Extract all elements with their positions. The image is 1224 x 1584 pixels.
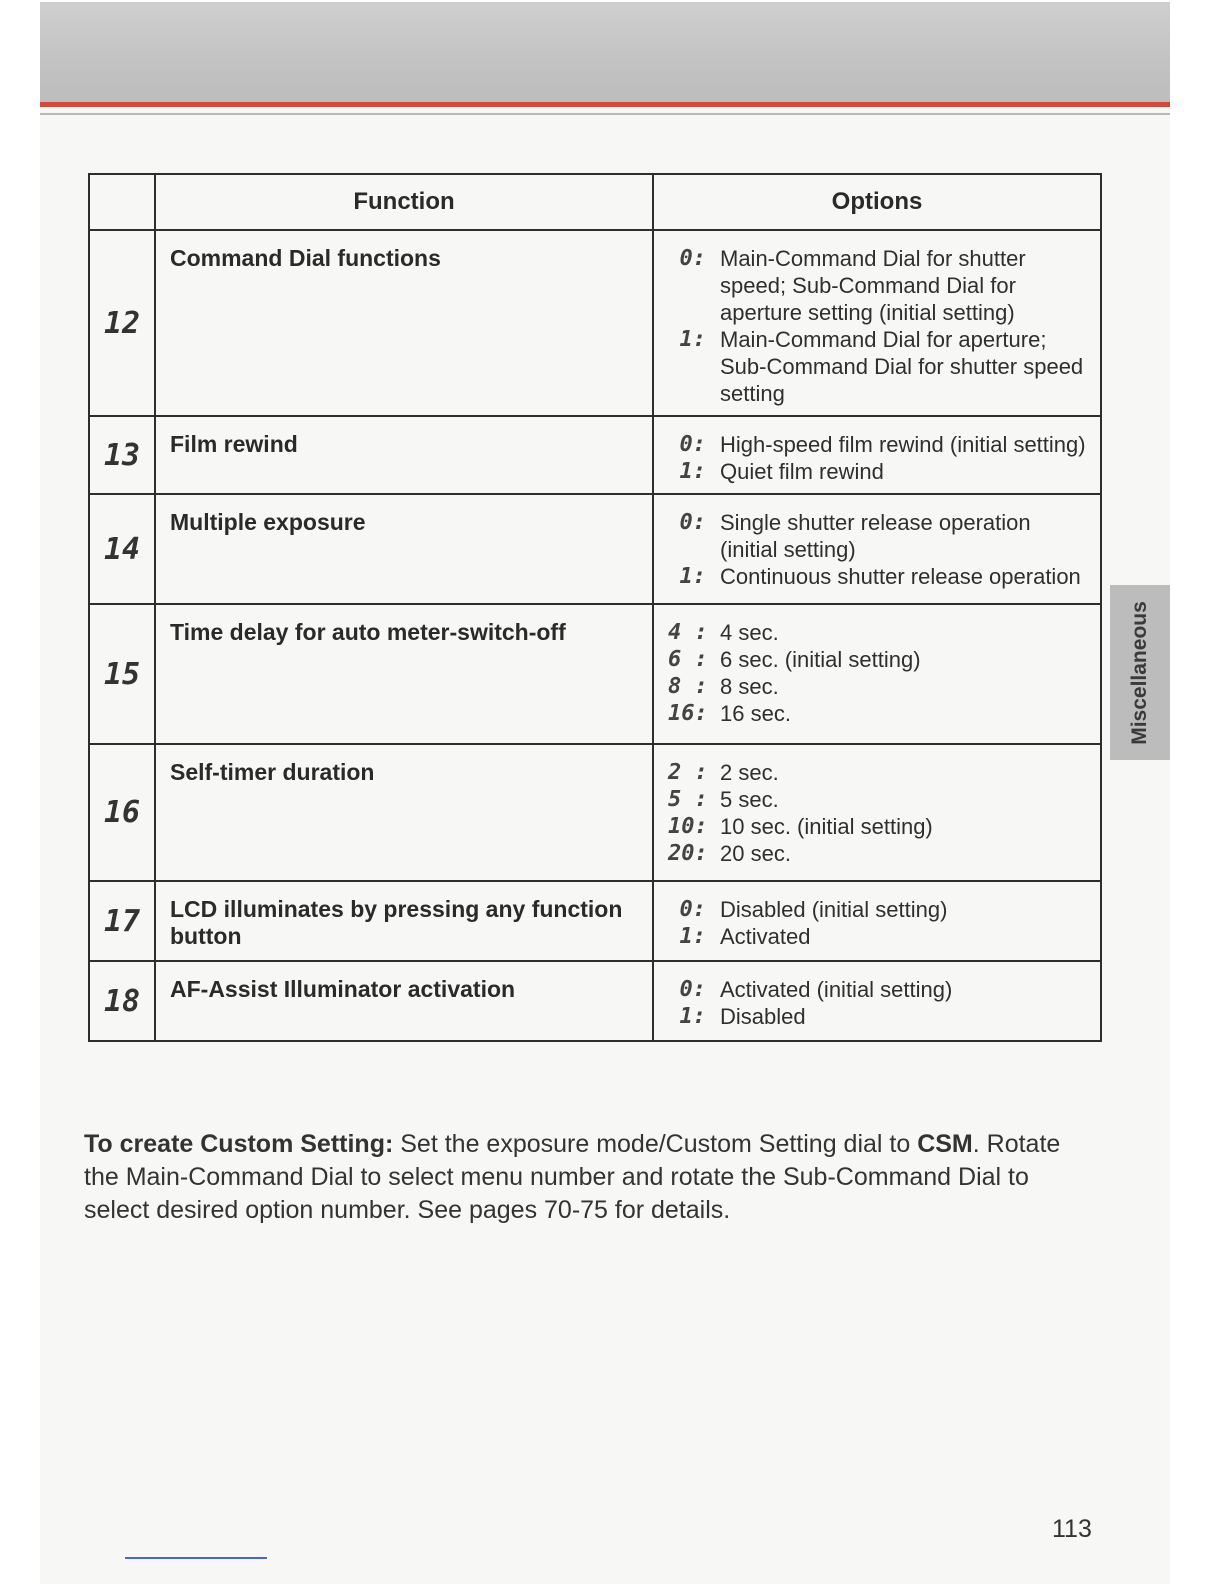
- setting-function: Time delay for auto meter-switch-off: [155, 604, 653, 744]
- option-item: [668, 245, 1090, 326]
- option-code: 0:: [679, 977, 706, 1002]
- option-code: 0:: [679, 897, 706, 922]
- option-item: [668, 326, 1090, 407]
- option-item: [668, 923, 1090, 950]
- section-tab: [1110, 585, 1170, 760]
- setting-function: Command Dial functions: [155, 230, 653, 416]
- option-code: 1:: [679, 924, 706, 949]
- option-text: 5 sec.: [720, 787, 779, 812]
- table-row: [89, 961, 1101, 1041]
- table-row: [89, 416, 1101, 494]
- setting-number: 13: [89, 416, 155, 494]
- table-row: [89, 494, 1101, 604]
- instructions-mode: CSM: [917, 1130, 973, 1158]
- option-code: 10:: [668, 814, 708, 839]
- table-row: [89, 604, 1101, 744]
- setting-number: 18: [89, 961, 155, 1041]
- option-text: Single shutter release operation (initial setting): [720, 510, 1031, 562]
- option-item: [668, 840, 1090, 867]
- header-function: Function: [155, 174, 653, 230]
- setting-function: AF-Assist Illuminator activation: [155, 961, 653, 1041]
- option-code: 16:: [668, 701, 708, 726]
- option-item: [668, 646, 1090, 673]
- setting-number: 15: [89, 604, 155, 744]
- setting-options: [653, 744, 1101, 881]
- option-code: 8 :: [668, 674, 708, 699]
- option-text: Quiet film rewind: [720, 459, 884, 484]
- option-item: [668, 509, 1090, 563]
- setting-number: 14: [89, 494, 155, 604]
- option-text: Activated: [720, 924, 811, 949]
- setting-function: Self-timer duration: [155, 744, 653, 881]
- option-code: 2 :: [668, 760, 708, 785]
- option-item: [668, 786, 1090, 813]
- option-text: Disabled (initial setting): [720, 897, 948, 922]
- option-text: 2 sec.: [720, 760, 779, 785]
- option-text: 10 sec. (initial setting): [720, 814, 933, 839]
- option-code: 20:: [668, 841, 708, 866]
- setting-number: 16: [89, 744, 155, 881]
- option-code: 0:: [679, 510, 706, 535]
- custom-setting-instructions: [84, 1128, 1084, 1227]
- option-code: 1:: [679, 327, 706, 352]
- option-text: Activated (initial setting): [720, 977, 953, 1002]
- option-text: 16 sec.: [720, 701, 791, 726]
- header-red-rule: [40, 102, 1170, 107]
- option-text: 6 sec. (initial setting): [720, 647, 921, 672]
- table-header-row: [89, 174, 1101, 230]
- option-item: [668, 431, 1090, 458]
- option-code: 6 :: [668, 647, 708, 672]
- option-item: [668, 1003, 1090, 1030]
- setting-options: [653, 416, 1101, 494]
- option-code: 4 :: [668, 620, 708, 645]
- header-gray-rule: [40, 113, 1170, 115]
- setting-function: Film rewind: [155, 416, 653, 494]
- option-text: 8 sec.: [720, 674, 779, 699]
- setting-function: LCD illuminates by pressing any function button: [155, 881, 653, 961]
- bottom-link-underline: [125, 1557, 267, 1559]
- option-text: Main-Command Dial for shutter speed; Sub-Command Dial for aperture setting (initial setting): [720, 246, 1026, 325]
- option-item: [668, 700, 1090, 727]
- option-text: Continuous shutter release operation: [720, 564, 1081, 589]
- option-code: 5 :: [668, 787, 708, 812]
- option-code: 0:: [679, 246, 706, 271]
- option-item: [668, 673, 1090, 700]
- setting-number: 12: [89, 230, 155, 416]
- option-item: [668, 813, 1090, 840]
- custom-settings-table: [88, 173, 1102, 1042]
- option-code: 1:: [679, 1004, 706, 1029]
- table-row: [89, 230, 1101, 416]
- option-text: Main-Command Dial for aperture; Sub-Command Dial for shutter speed setting: [720, 327, 1084, 406]
- table-row: [89, 744, 1101, 881]
- option-item: [668, 896, 1090, 923]
- setting-options: [653, 230, 1101, 416]
- section-tab-label: Miscellaneous: [1128, 600, 1151, 745]
- option-text: Disabled: [720, 1004, 806, 1029]
- option-text: 4 sec.: [720, 620, 779, 645]
- option-item: [668, 458, 1090, 485]
- setting-function: Multiple exposure: [155, 494, 653, 604]
- option-item: [668, 759, 1090, 786]
- option-text: 20 sec.: [720, 841, 791, 866]
- option-text: High-speed film rewind (initial setting): [720, 432, 1086, 457]
- setting-options: [653, 961, 1101, 1041]
- setting-options: [653, 494, 1101, 604]
- header-options: Options: [653, 174, 1101, 230]
- table-row: [89, 881, 1101, 961]
- instructions-text-2: . Rotate the Main-Command Dial to select menu number and rotate the Sub-Command Dial to select desired option number. See pages 70-75 for details.: [84, 1130, 1061, 1224]
- instructions-text-1: Set the exposure mode/Custom Setting dial to: [393, 1130, 918, 1158]
- option-code: 0:: [679, 432, 706, 457]
- setting-number: 17: [89, 881, 155, 961]
- setting-options: [653, 604, 1101, 744]
- header-band: [40, 2, 1170, 102]
- option-code: 1:: [679, 459, 706, 484]
- option-item: [668, 976, 1090, 1003]
- option-item: [668, 563, 1090, 590]
- setting-options: [653, 881, 1101, 961]
- instructions-lead: To create Custom Setting:: [84, 1130, 394, 1158]
- header-number: [89, 174, 155, 230]
- option-code: 1:: [679, 564, 706, 589]
- option-item: [668, 619, 1090, 646]
- page-number: 113: [1052, 1515, 1092, 1543]
